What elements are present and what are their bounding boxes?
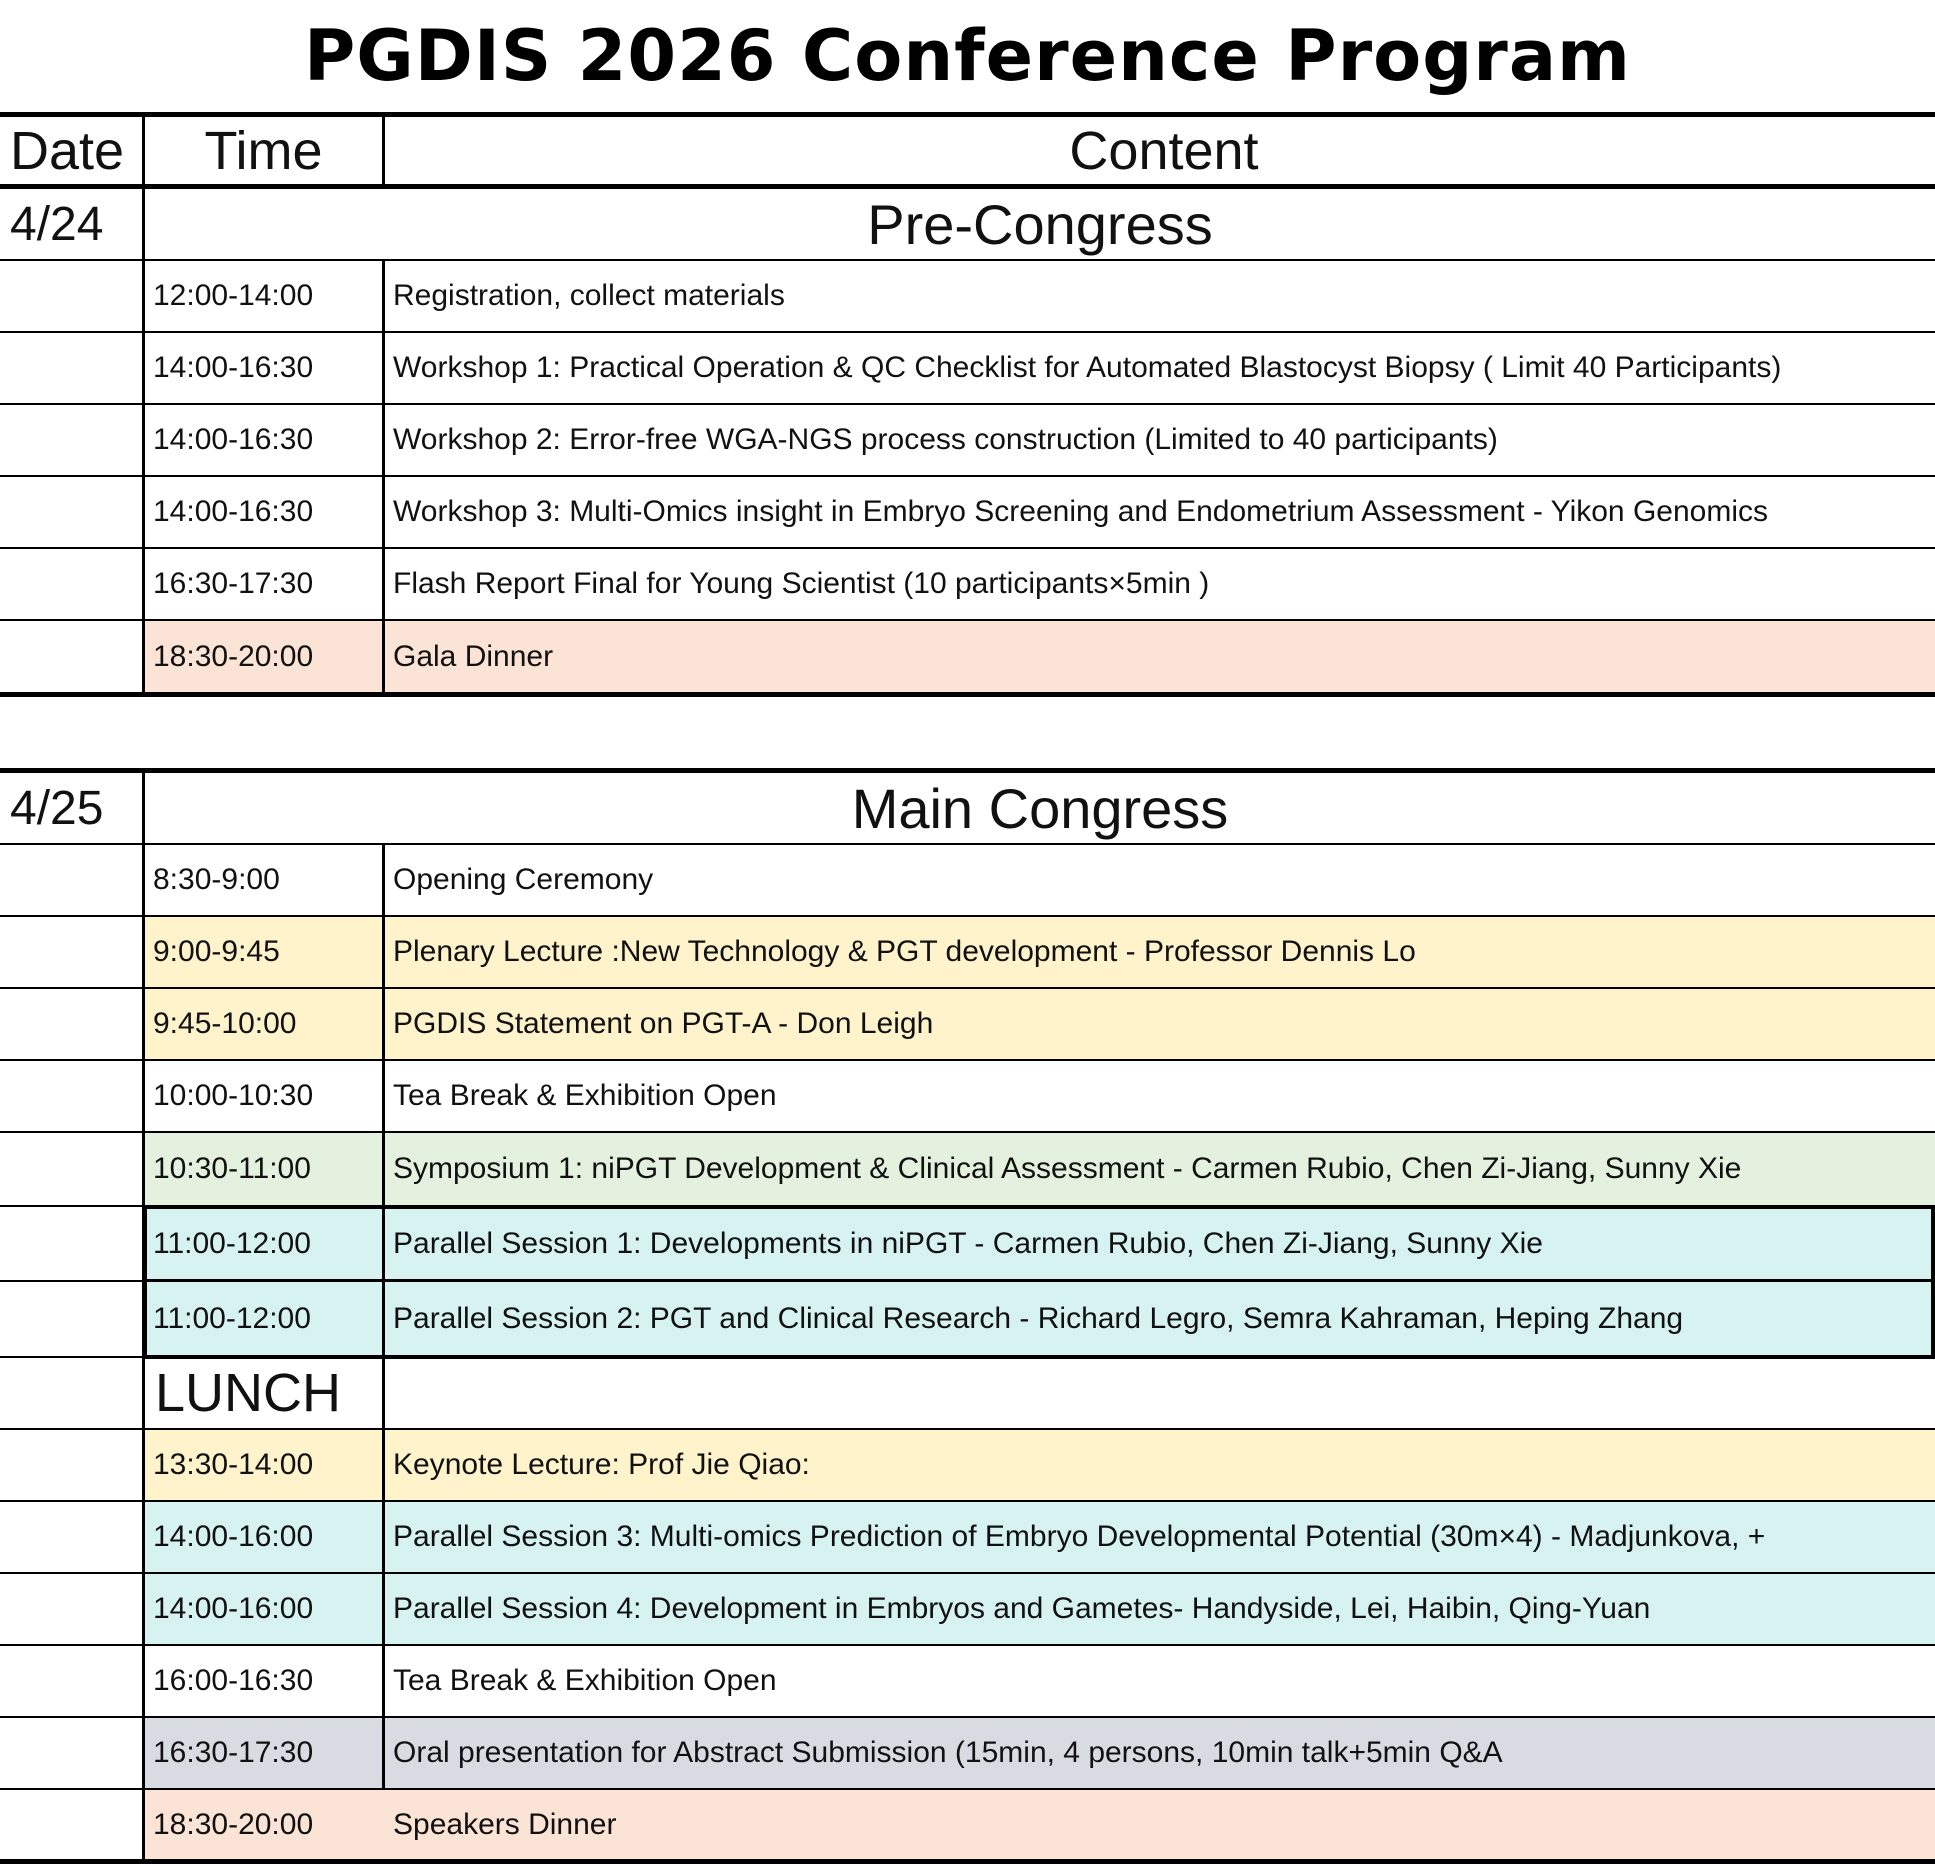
table-row bbox=[0, 917, 1935, 989]
page-title: PGDIS 2026 Conference Program bbox=[303, 15, 1631, 97]
table-row bbox=[0, 1646, 1935, 1718]
content-cell: Workshop 1: Practical Operation & QC Checklist for Automated Blastocyst Biopsy ( Limit 40 Participants) bbox=[393, 351, 1782, 384]
content-cell: Registration, collect materials bbox=[393, 279, 785, 312]
table-header bbox=[0, 112, 1935, 189]
table-row bbox=[0, 549, 1935, 621]
date-cell bbox=[0, 1430, 145, 1500]
content-cell: Flash Report Final for Young Scientist (10 participants×5min ) bbox=[393, 567, 1210, 600]
time-cell: 8:30-9:00 bbox=[145, 845, 385, 915]
date-cell bbox=[0, 1358, 145, 1428]
table-row bbox=[0, 845, 1935, 917]
time-cell: 9:00-9:45 bbox=[145, 917, 385, 987]
time-cell: 16:30-17:30 bbox=[145, 549, 385, 619]
content-cell: Tea Break & Exhibition Open bbox=[393, 1079, 777, 1112]
table-row bbox=[0, 1207, 1935, 1282]
date-cell bbox=[0, 549, 145, 619]
table-row bbox=[0, 477, 1935, 549]
section-date: 4/24 bbox=[0, 189, 145, 259]
content-cell: Opening Ceremony bbox=[393, 863, 654, 896]
date-cell bbox=[0, 989, 145, 1059]
content-cell: Gala Dinner bbox=[385, 621, 1935, 692]
date-cell bbox=[0, 261, 145, 331]
content-cell: Tea Break & Exhibition Open bbox=[393, 1664, 777, 1697]
table-row bbox=[0, 989, 1935, 1061]
time-cell: 10:00-10:30 bbox=[145, 1061, 385, 1131]
date-cell bbox=[0, 1207, 145, 1280]
date-cell bbox=[0, 1061, 145, 1131]
time-cell: 14:00-16:00 bbox=[145, 1502, 385, 1572]
table-row bbox=[0, 1133, 1935, 1207]
table-row bbox=[0, 1790, 1935, 1864]
table-row bbox=[0, 1358, 1935, 1430]
table-row bbox=[0, 1061, 1935, 1133]
lunch-label: LUNCH bbox=[145, 1358, 385, 1428]
time-cell: 11:00-12:00 bbox=[145, 1282, 385, 1356]
time-cell: 14:00-16:30 bbox=[145, 333, 385, 403]
table-row bbox=[0, 405, 1935, 477]
date-cell bbox=[0, 1718, 145, 1788]
time-cell: 16:00-16:30 bbox=[145, 1646, 385, 1716]
date-cell bbox=[0, 333, 145, 403]
date-cell bbox=[0, 1790, 145, 1859]
content-cell: Parallel Session 4: Development in Embryos and Gametes- Handyside, Lei, Haibin, Qing-Yuan bbox=[385, 1574, 1935, 1644]
content-cell: Plenary Lecture :New Technology & PGT development - Professor Dennis Lo bbox=[385, 917, 1935, 987]
date-cell bbox=[0, 845, 145, 915]
header-time: Time bbox=[145, 117, 385, 184]
content-cell: Speakers Dinner bbox=[385, 1790, 1935, 1859]
date-cell bbox=[0, 1502, 145, 1572]
date-cell bbox=[0, 477, 145, 547]
time-cell: 9:45-10:00 bbox=[145, 989, 385, 1059]
table-row bbox=[0, 1430, 1935, 1502]
date-cell bbox=[0, 405, 145, 475]
time-cell: 16:30-17:30 bbox=[145, 1718, 385, 1788]
content-cell: Parallel Session 3: Multi-omics Prediction of Embryo Developmental Potential (30m×4) - Madjunkova, + bbox=[385, 1502, 1935, 1572]
table-row bbox=[0, 1502, 1935, 1574]
section-pre-congress bbox=[0, 189, 1935, 261]
time-cell: 13:30-14:00 bbox=[145, 1430, 385, 1500]
content-cell: PGDIS Statement on PGT-A - Don Leigh bbox=[385, 989, 1935, 1059]
time-cell: 12:00-14:00 bbox=[145, 261, 385, 331]
section-main-congress bbox=[0, 773, 1935, 845]
table-row bbox=[0, 1282, 1935, 1358]
content-cell: Parallel Session 2: PGT and Clinical Research - Richard Legro, Semra Kahraman, Heping Zhang bbox=[385, 1282, 1935, 1356]
section-date: 4/25 bbox=[0, 773, 145, 843]
content-cell: Workshop 2: Error-free WGA-NGS process construction (Limited to 40 participants) bbox=[393, 423, 1498, 456]
time-cell: 14:00-16:30 bbox=[145, 405, 385, 475]
table-row bbox=[0, 1574, 1935, 1646]
table-row bbox=[0, 1718, 1935, 1790]
table-row bbox=[0, 333, 1935, 405]
time-cell: 14:00-16:00 bbox=[145, 1574, 385, 1644]
content-cell: Keynote Lecture: Prof Jie Qiao: bbox=[385, 1430, 1935, 1500]
content-cell: Symposium 1: niPGT Development & Clinical Assessment - Carmen Rubio, Chen Zi-Jiang, Sunny Xie bbox=[385, 1133, 1935, 1205]
table-row bbox=[0, 621, 1935, 697]
time-cell: 18:30-20:00 bbox=[145, 621, 385, 692]
time-cell: 18:30-20:00 bbox=[145, 1790, 385, 1859]
time-cell: 14:00-16:30 bbox=[145, 477, 385, 547]
content-cell bbox=[385, 1358, 1935, 1428]
date-cell bbox=[0, 1574, 145, 1644]
time-cell: 10:30-11:00 bbox=[145, 1133, 385, 1205]
section-title: Main Congress bbox=[851, 776, 1229, 840]
content-cell: Workshop 3: Multi-Omics insight in Embryo Screening and Endometrium Assessment - Yikon Genomics bbox=[393, 495, 1768, 528]
content-cell: Parallel Session 1: Developments in niPGT - Carmen Rubio, Chen Zi-Jiang, Sunny Xie bbox=[385, 1207, 1935, 1280]
header-date: Date bbox=[0, 117, 145, 184]
date-cell bbox=[0, 917, 145, 987]
date-cell bbox=[0, 1133, 145, 1205]
time-cell: 11:00-12:00 bbox=[145, 1207, 385, 1280]
date-cell bbox=[0, 621, 145, 692]
date-cell bbox=[0, 1282, 145, 1356]
table-row bbox=[0, 261, 1935, 333]
content-cell: Oral presentation for Abstract Submission (15min, 4 persons, 10min talk+5min Q&A bbox=[385, 1718, 1935, 1788]
section-title: Pre-Congress bbox=[867, 192, 1213, 256]
header-content: Content bbox=[1069, 120, 1259, 181]
date-cell bbox=[0, 1646, 145, 1716]
